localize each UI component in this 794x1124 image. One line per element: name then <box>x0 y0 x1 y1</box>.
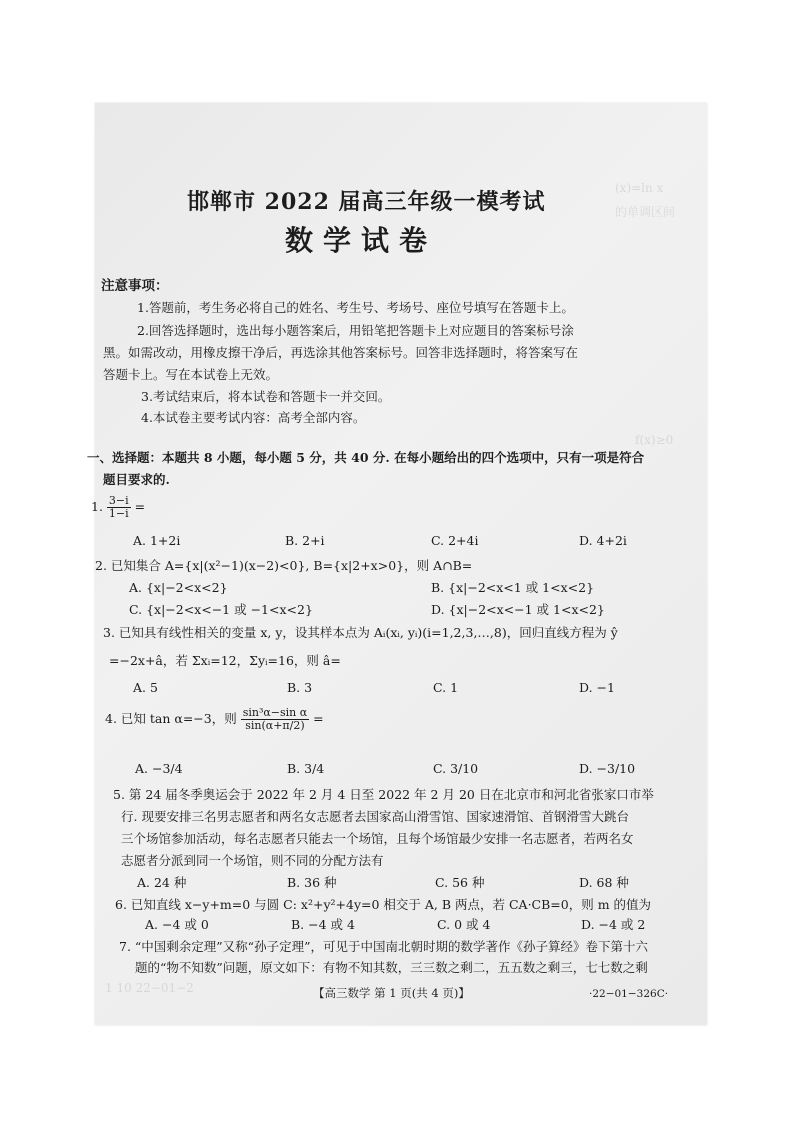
option: C. 2+4i <box>431 533 479 548</box>
option: D. −1 <box>579 680 615 695</box>
option: B. 36 种 <box>287 875 337 890</box>
bleed-through-text: f(x)≥0 <box>635 433 674 447</box>
numerator: sin³α−sin α <box>242 706 308 719</box>
bleed-through-text: 1 10 22−01−2 <box>105 981 194 995</box>
section-heading-cont: 题目要求的. <box>103 472 170 487</box>
question-6: 6. 已知直线 x−y+m=0 与圆 C: x²+y²+4y=0 相交于 A, B 两点，若 CA·CB=0，则 m 的值为 <box>115 897 652 912</box>
denominator: sin(α+π/2) <box>245 719 305 732</box>
question-5-cont: 志愿者分派到同一个场馆，则不同的分配方法有 <box>121 853 384 868</box>
question-3-cont: =−2x+â，若 Σxᵢ=12，Σyᵢ=16，则 â= <box>109 653 341 668</box>
option: D. {x|−2<x<−1 或 1<x<2} <box>431 602 605 617</box>
option: C. 1 <box>433 680 459 695</box>
option: C. 3/10 <box>433 761 479 776</box>
option: C. 56 种 <box>435 875 485 890</box>
exam-code: ·22−01−326C· <box>589 988 669 1000</box>
option: A. 1+2i <box>133 533 181 548</box>
question-5-cont: 三个场馆参加活动，每名志愿者只能去一个场馆，且每个场馆最少安排一名志愿者，若两名女 <box>121 831 634 846</box>
option: A. −3/4 <box>135 761 183 776</box>
question-1 <box>91 495 145 520</box>
option: C. {x|−2<x<−1 或 −1<x<2} <box>129 602 313 617</box>
notice-item: 2.回答选择题时，选出每小题答案后，用铅笔把答题卡上对应题目的答案标号涂 <box>137 323 574 338</box>
page-footer: 【高三数学 第 1 页(共 4 页)】 <box>313 986 470 1000</box>
question-7-cont: 题的“物不知数”问题，原文如下：有物不知其数，三三数之剩二，五五数之剩三，七七数之剩 <box>135 960 648 975</box>
numerator: 3−i <box>108 494 129 507</box>
option: C. 0 或 4 <box>437 917 491 932</box>
question-stem: 4. 已知 tan α=−3，则 <box>105 711 237 726</box>
option: A. −4 或 0 <box>145 917 209 932</box>
option: A. {x|−2<x<2} <box>129 580 228 595</box>
option: D. −4 或 2 <box>581 917 646 932</box>
equals: = <box>134 499 146 514</box>
question-number: 1. <box>91 499 103 514</box>
option: B. {x|−2<x<1 或 1<x<2} <box>431 580 595 595</box>
notice-item: 4.本试卷主要考试内容：高考全部内容。 <box>141 410 366 425</box>
exam-subject: 数学试卷 <box>285 224 438 257</box>
option: D. 68 种 <box>579 875 629 890</box>
bleed-through-text: 的单调区间 <box>615 205 676 219</box>
question-2: 2. 已知集合 A={x|(x²−1)(x−2)<0}, B={x|2+x>0}，则 A∩B= <box>95 558 473 573</box>
denominator: 1−i <box>108 507 129 520</box>
option: B. 3/4 <box>287 761 325 776</box>
question-3: 3. 已知具有线性相关的变量 x, y，设其样本点为 Aᵢ(xᵢ, yᵢ)(i=1,2,3,…,8)，回归直线方程为 ŷ <box>103 625 618 640</box>
notice-heading: 注意事项： <box>101 278 169 294</box>
question-5: 5. 第 24 届冬季奥运会于 2022 年 2 月 4 日至 2022 年 2 月 20 日在北京市和河北省张家口市举 <box>113 787 654 802</box>
option: B. −4 或 4 <box>291 917 355 932</box>
option: B. 2+i <box>285 533 325 548</box>
section-heading: 一、选择题：本题共 8 小题，每小题 5 分，共 40 分. 在每小题给出的四个选项中，只有一项是符合 <box>87 450 645 465</box>
notice-item: 3.考试结束后，将本试卷和答题卡一并交回。 <box>141 389 391 404</box>
fraction <box>107 495 131 520</box>
question-5-cont: 行. 现要安排三名男志愿者和两名女志愿者去国家高山滑雪馆、国家速滑馆、首钢滑雪大跳台 <box>121 809 629 824</box>
exam-paper <box>87 103 707 1025</box>
option: A. 24 种 <box>137 875 187 890</box>
exam-title: 邯郸市 2022 届高三年级一模考试 <box>187 189 546 215</box>
option: B. 3 <box>287 680 313 695</box>
option: A. 5 <box>133 680 158 695</box>
bleed-through-text: (x)=ln x <box>615 181 664 195</box>
notice-item: 1.答题前，考生务必将自己的姓名、考生号、考场号、座位号填写在答题卡上。 <box>137 300 574 315</box>
option: D. 4+2i <box>579 533 627 548</box>
question-7: 7. “中国剩余定理”又称“孙子定理”，可见于中国南北朝时期的数学著作《孙子算经》卷下第十六 <box>119 939 648 954</box>
option: D. −3/10 <box>579 761 636 776</box>
notice-item: 黑。如需改动，用橡皮擦干净后，再选涂其他答案标号。回答非选择题时，将答案写在 <box>103 345 579 360</box>
notice-item: 答题卡上。写在本试卷上无效。 <box>103 367 279 382</box>
question-4 <box>105 707 324 732</box>
fraction <box>241 707 309 732</box>
equals: = <box>313 711 324 726</box>
